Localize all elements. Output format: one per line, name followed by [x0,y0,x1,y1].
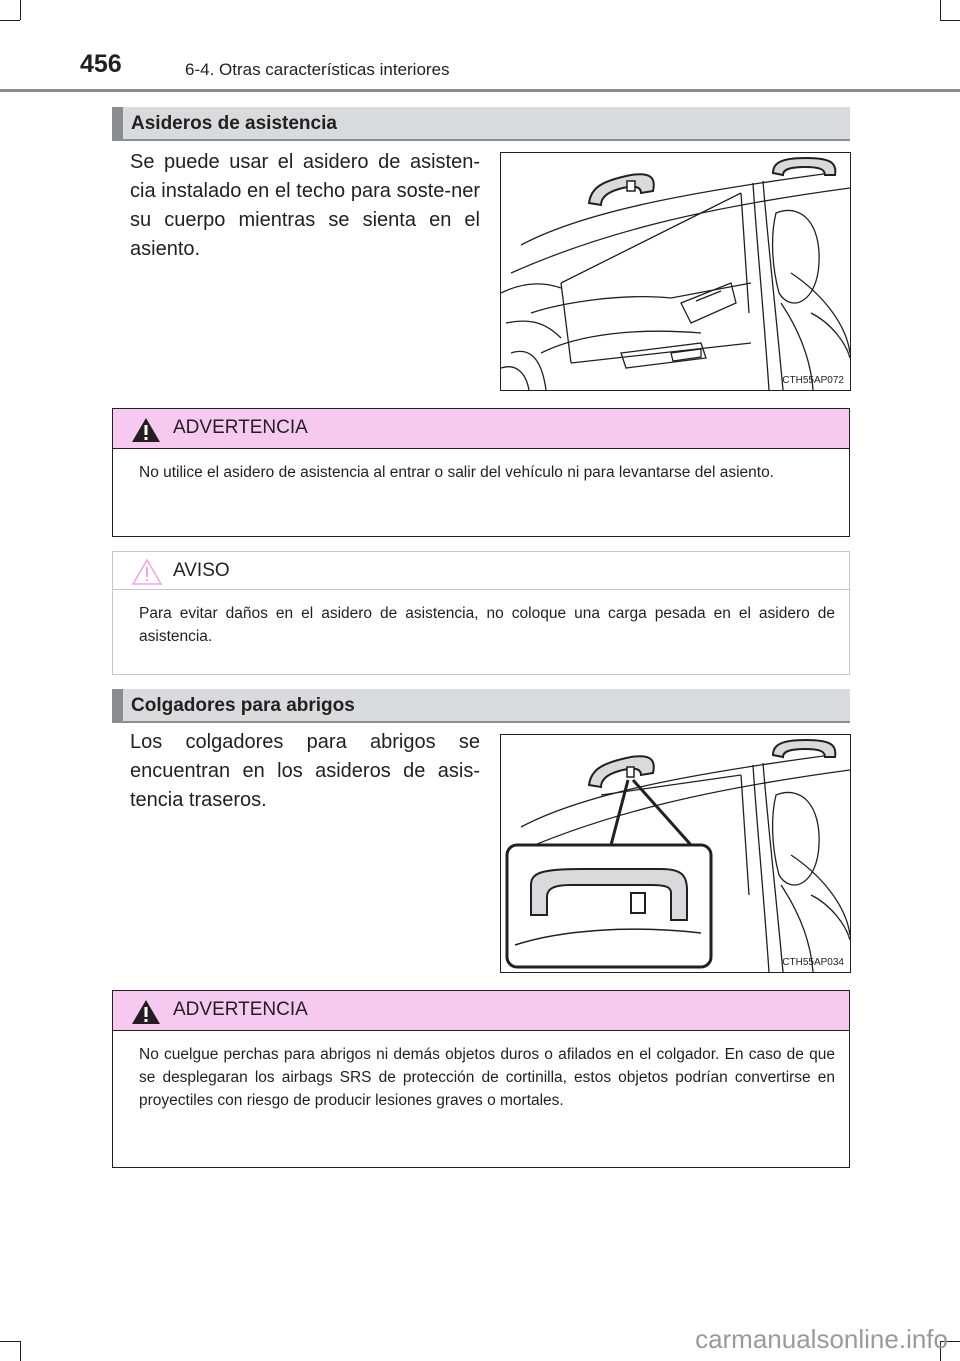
warning-triangle-icon [131,999,161,1025]
section-heading-coat-hooks [112,689,850,723]
notice-text: Para evitar daños en el asidero de asistencia, no coloque una carga pesada en el asidero de asistencia. [139,605,835,645]
notice-header [113,552,849,590]
section-heading-text: Asideros de asistencia [131,113,337,134]
section-heading-assist-grips [112,107,850,141]
notice-label: AVISO [173,560,230,581]
assist-grip-illustration [500,152,851,391]
watermark: carmanualsonline.info [695,1324,948,1354]
warning-label: ADVERTENCIA [173,999,308,1020]
page-number: 456 [80,50,122,78]
car-interior-drawing [501,153,850,390]
warning-triangle-icon [131,417,161,443]
crop-mark [20,0,21,20]
chapter-title: 6-4. Otras características interiores [185,60,450,79]
warning-text: No cuelgue perchas para abrigos ni demás objetos duros o afilados en el colgador. En caso de que se desplegaran los airbags SRS de protección de cortinilla, estos objetos podrían convertirse en proyectiles con riesgo de producir lesiones graves o mortales. [139,1046,835,1109]
crop-mark [20,1341,21,1361]
crop-mark [940,20,960,21]
warning-box [112,408,850,537]
warning-header [113,409,849,449]
section-heading-bar [112,107,123,139]
header-rule [0,89,960,92]
caution-triangle-icon [131,558,163,586]
warning-box [112,990,850,1168]
figure-code: CTH55AP072 [782,375,844,386]
crop-mark [0,1341,20,1342]
assist-grip-description: Se puede usar el asidero de asisten-cia instalado en el techo para soste-ner su cuerpo mientras se sienta en el asiento. [130,151,480,260]
coat-hook-illustration [500,734,851,973]
crop-mark [0,20,20,21]
car-interior-closeup-drawing [501,735,850,972]
section-heading-text: Colgadores para abrigos [131,695,355,716]
warning-label: ADVERTENCIA [173,417,308,438]
warning-text: No utilice el asidero de asistencia al entrar o salir del vehículo ni para levantarse del asiento. [139,464,774,481]
figure-code: CTH55AP034 [782,957,844,968]
crop-mark [940,0,941,20]
section-heading-bar [112,689,123,721]
notice-box [112,551,850,675]
coat-hook-description: Los colgadores para abrigos se encuentran en los asideros de asis-tencia traseros. [130,731,480,811]
warning-header [113,991,849,1031]
